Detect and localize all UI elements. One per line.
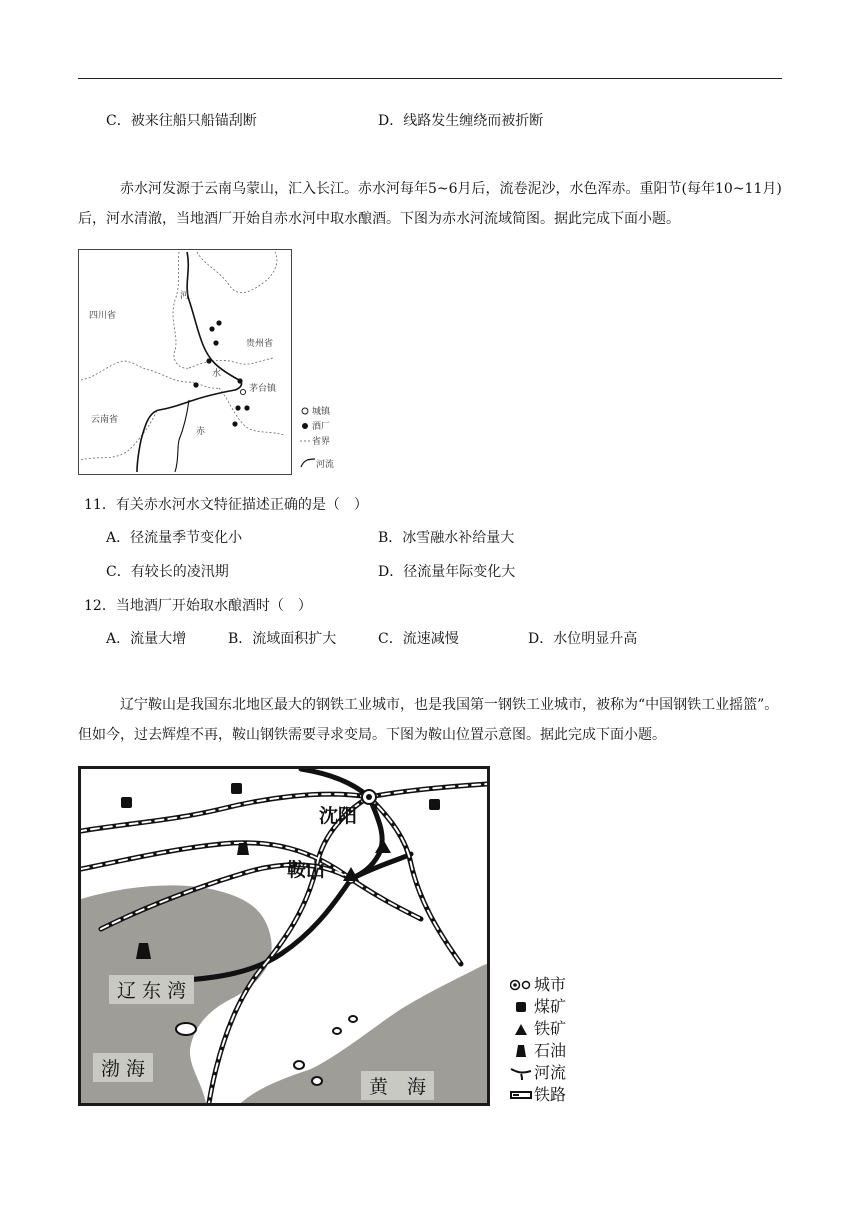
coal-icon: [510, 1001, 532, 1013]
anshan-map: [78, 766, 490, 1106]
city-icon: [510, 978, 532, 992]
passage-anshan: 辽宁鞍山是我国东北地区最大的钢铁工业城市，也是我国第一钢铁工业城市，被称为“中国钢铁工业摇篮”。但如今，过去辉煌不再，鞍山钢铁需要寻求变局。下图为鞍山位置示意图。据此完成下面小题。: [78, 697, 779, 743]
label-shui: 水: [212, 369, 222, 379]
label-yellow-sea: 黄 海: [361, 1071, 434, 1100]
river-icon: [510, 1066, 532, 1080]
label-shenyang: 沈阳: [319, 805, 358, 827]
legend-city: 城市: [534, 975, 567, 994]
province-border-2: [197, 252, 277, 293]
header-rule: [78, 78, 782, 79]
label-chi: 赤: [196, 427, 206, 437]
passage-chishui: 赤水河发源于云南乌蒙山，汇入长江。赤水河每年5~6月后，流卷泥沙，水色浑赤。重阳节(每年10~11月)后，河水清澈，当地酒厂开始自赤水河中取水酿酒。下图为赤水河流域简图。据此完成下面小题。: [78, 181, 782, 227]
iron-icon: [510, 1023, 532, 1036]
label-he: 河: [180, 291, 190, 301]
legend-oil: 石油: [534, 1041, 567, 1060]
q12-option-d: D．水位明显升高: [528, 631, 638, 647]
legend-river2: 河流: [534, 1063, 567, 1082]
label-liaodong-bay: 辽 东 湾: [109, 975, 194, 1004]
q11-option-a: A．径流量季节变化小: [106, 530, 243, 546]
label-sichuan: 四川省: [89, 311, 117, 321]
q10-option-c: C．被来往船只船锚刮断: [106, 113, 257, 129]
q11-option-c: C．有较长的凌汛期: [106, 564, 229, 580]
province-border-6: [219, 388, 284, 435]
chishui-legend: [300, 403, 360, 472]
distillery-dots: [193, 320, 249, 426]
q12-stem: 12．当地酒厂开始取水酿酒时（ ）: [84, 598, 312, 614]
legend-town: 城镇: [312, 407, 331, 417]
q11-option-d: D．径流量年际变化大: [378, 564, 516, 580]
label-yunnan: 云南省: [91, 415, 119, 425]
chishui-map-drawing: [79, 250, 291, 474]
province-border-1: [173, 252, 189, 368]
label-bohai: 渤 海: [93, 1053, 153, 1082]
label-maotai: 茅台镇: [249, 384, 277, 394]
iron-mines: [343, 839, 391, 881]
legend-distillery: 酒厂: [312, 422, 331, 432]
anshan-legend: [510, 974, 566, 1106]
legend-coal: 煤矿: [534, 997, 567, 1016]
oil-icon: [510, 1044, 532, 1058]
legend-river: 河流: [316, 459, 335, 470]
q11-option-b: B．冰雪融水补给量大: [378, 530, 515, 546]
q11-stem: 11．有关赤水河水文特征描述正确的是（ ）: [84, 497, 368, 513]
province-border-3: [189, 358, 274, 368]
maotai-town-marker: [240, 389, 245, 394]
q10-option-d: D．线路发生缠绕而被折断: [378, 113, 544, 129]
chishui-river: [137, 252, 242, 472]
legend-railway: 铁路: [534, 1085, 567, 1104]
q12-option-b: B．流域面积扩大: [228, 631, 337, 647]
chishui-map: [78, 249, 292, 475]
q12-option-a: A．流量大增: [106, 631, 187, 647]
label-guizhou: 贵州省: [246, 339, 274, 349]
q12-option-c: C．流速减慢: [378, 631, 459, 647]
legend-border: 省界: [312, 437, 331, 447]
legend-iron: 铁矿: [534, 1019, 567, 1038]
railway-icon: [510, 1090, 532, 1100]
tributary: [175, 400, 189, 472]
label-anshan: 鞍山: [287, 859, 326, 881]
